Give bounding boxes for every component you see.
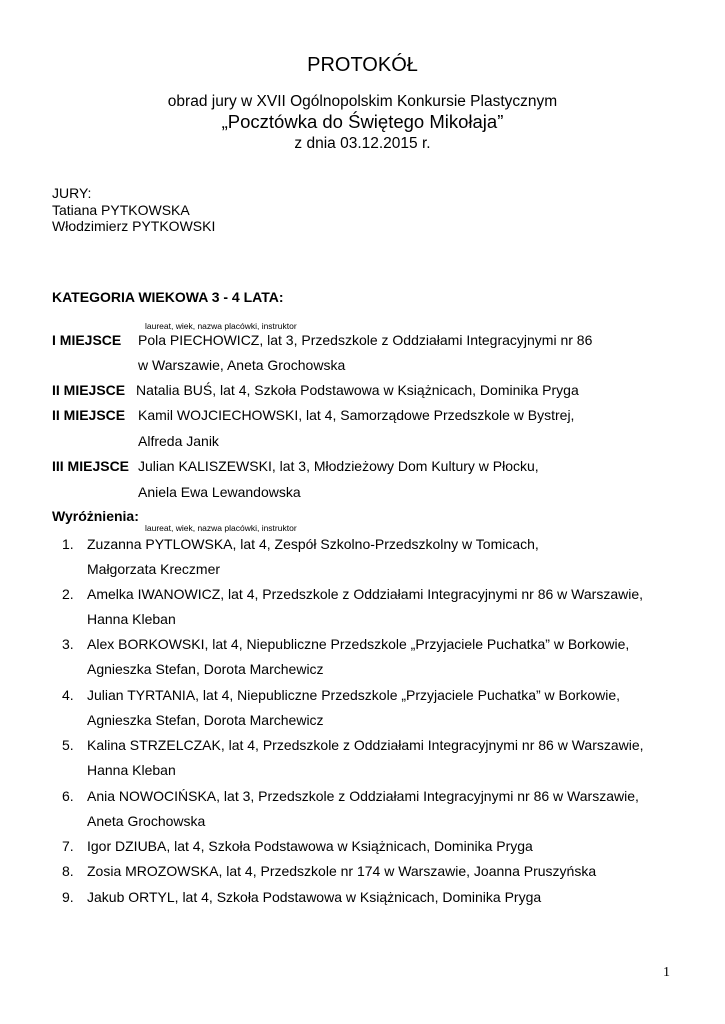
place-label: I MIEJSCE — [52, 332, 122, 348]
column-hint: laureat, wiek, nazwa placówki, instruktor — [145, 321, 297, 331]
list-text-cont: Hanna Kleban — [87, 611, 176, 627]
list-text-cont: Aneta Grochowska — [87, 813, 206, 829]
place-line: Kamil WOJCIECHOWSKI, lat 4, Samorządowe Przedszkole w Bystrej, — [138, 407, 575, 423]
list-text: Amelka IWANOWICZ, lat 4, Przedszkole z Oddziałami Integracyjnymi nr 86 w Warszawie, — [87, 586, 644, 602]
page-number: 1 — [663, 965, 670, 980]
column-hint: laureat, wiek, nazwa placówki, instruktor — [145, 523, 297, 533]
list-text-cont: Agnieszka Stefan, Dorota Marchewicz — [87, 712, 324, 728]
jury-section — [52, 185, 215, 235]
list-text: Julian TYRTANIA, lat 4, Niepubliczne Przedszkole „Przyjaciele Puchatka” w Borkowie, — [87, 687, 620, 703]
list-number: 4. — [62, 687, 74, 703]
contest-name: „Pocztówka do Świętego Mikołaja” — [221, 111, 504, 132]
list-text: Zosia MROZOWSKA, lat 4, Przedszkole nr 174 w Warszawie, Joanna Pruszyńska — [87, 863, 597, 879]
place-entry — [52, 458, 129, 474]
list-number: 2. — [62, 586, 74, 602]
place-entry — [52, 382, 125, 398]
list-text-cont: Agnieszka Stefan, Dorota Marchewicz — [87, 661, 324, 677]
document-title: PROTOKÓŁ — [307, 54, 418, 76]
category-heading: KATEGORIA WIEKOWA 3 - 4 LATA: — [52, 289, 284, 305]
jury-heading: JURY: — [52, 185, 92, 201]
jury-member: Włodzimierz PYTKOWSKI — [52, 218, 216, 234]
list-number: 5. — [62, 737, 74, 753]
jury-member: Tatiana PYTKOWSKA — [52, 201, 190, 218]
list-text: Ania NOWOCIŃSKA, lat 3, Przedszkole z Oddziałami Integracyjnymi nr 86 w Warszawie, — [87, 788, 639, 804]
list-text-cont: Hanna Kleban — [87, 762, 176, 778]
list-number: 7. — [62, 838, 74, 854]
document-date: z dnia 03.12.2015 r. — [294, 135, 431, 152]
place-line: Alfreda Janik — [138, 433, 219, 449]
list-number: 6. — [62, 788, 74, 804]
place-label: II MIEJSCE — [52, 382, 126, 398]
place-line: w Warszawie, Aneta Grochowska — [138, 357, 346, 373]
list-number: 1. — [62, 536, 74, 552]
list-text: Jakub ORTYL, lat 4, Szkoła Podstawowa w Książnicach, Dominika Pryga — [87, 889, 542, 905]
place-line: Pola PIECHOWICZ, lat 3, Przedszkole z Oddziałami Integracyjnymi nr 86 — [138, 332, 593, 348]
list-text: Alex BORKOWSKI, lat 4, Niepubliczne Przedszkole „Przyjaciele Puchatka” w Borkowie, — [87, 636, 630, 652]
place-line: Natalia BUŚ, lat 4, Szkoła Podstawowa w Książnicach, Dominika Pryga — [136, 382, 579, 398]
place-line: Julian KALISZEWSKI, lat 3, Młodzieżowy Dom Kultury w Płocku, — [138, 458, 539, 474]
place-entry — [52, 332, 121, 348]
list-number: 3. — [62, 636, 74, 652]
list-text: Kalina STRZELCZAK, lat 4, Przedszkole z Oddziałami Integracyjnymi nr 86 w Warszawie, — [87, 737, 644, 753]
place-entry — [52, 407, 125, 423]
place-line: Aniela Ewa Lewandowska — [138, 484, 301, 500]
list-text: Zuzanna PYTLOWSKA, lat 4, Zespół Szkolno-Przedszkolny w Tomicach, — [87, 536, 539, 552]
place-label: III MIEJSCE — [52, 458, 130, 474]
list-number: 9. — [62, 889, 74, 905]
list-text: Igor DZIUBA, lat 4, Szkoła Podstawowa w Książnicach, Dominika Pryga — [87, 838, 533, 854]
document-subtitle: obrad jury w XVII Ogólnopolskim Konkursie Plastycznym — [167, 93, 558, 110]
list-text-cont: Małgorzata Kreczmer — [87, 561, 221, 577]
place-label: II MIEJSCE — [52, 407, 126, 423]
distinctions-heading: Wyróżnienia: — [52, 508, 139, 524]
list-number: 8. — [62, 863, 74, 879]
